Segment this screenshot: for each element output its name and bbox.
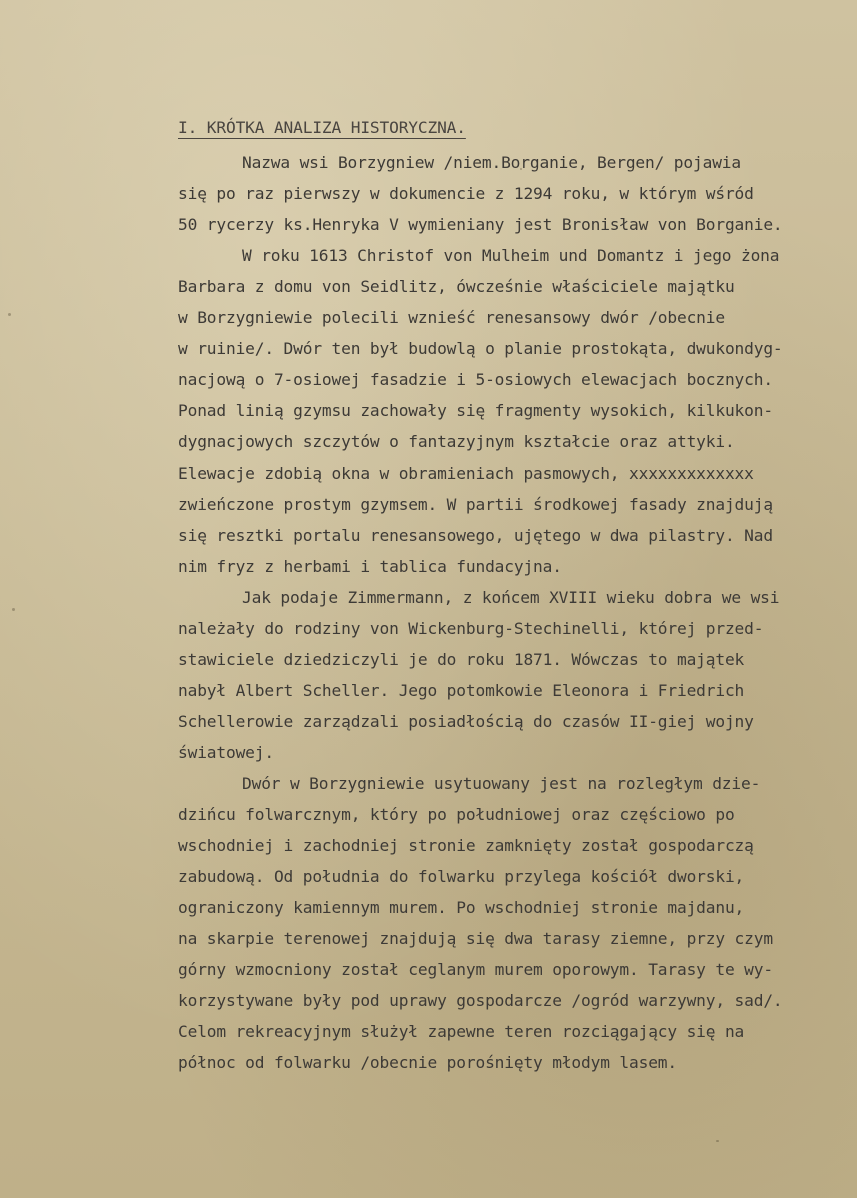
paper-speck (12, 608, 15, 611)
text-line: Nazwa wsi Borzygniew /niem.Borganie, Bergen/ pojawia (242, 153, 741, 173)
text-line: nacjową o 7-osiowej fasadzie i 5-osiowych elewacjach bocznych. (178, 370, 773, 390)
text-line: należały do rodziny von Wickenburg-Stechinelli, której przed- (178, 618, 764, 638)
text-line: stawiciele dziedziczyli je do roku 1871. Wówczas to majątek (178, 649, 745, 669)
text-line: dygnacjowych szczytów o fantazyjnym kształcie oraz attyki. (178, 432, 735, 452)
paragraph (178, 147, 838, 240)
text-line: W roku 1613 Christof von Mulheim und Domantz i jego żona (242, 246, 780, 266)
text-line: na skarpie terenowej znajdują się dwa tarasy ziemne, przy czym (178, 929, 773, 949)
paragraph (178, 768, 838, 1078)
text-line: się resztki portalu renesansowego, ujętego w dwa pilastry. Nad (178, 525, 773, 545)
text-line: Elewacje zdobią okna w obramieniach pasmowych, xxxxxxxxxxxxx (178, 463, 754, 483)
text-line: nim fryz z herbami i tablica fundacyjna. (178, 556, 562, 576)
text-line: wschodniej i zachodniej stronie zamknięty został gospodarczą (178, 836, 754, 856)
text-line: Ponad linią gzymsu zachowały się fragmenty wysokich, kilkukon- (178, 401, 773, 421)
text-line: się po raz pierwszy w dokumencie z 1294 roku, w którym wśród (178, 184, 754, 204)
typed-text (178, 112, 838, 1078)
text-line: Schellerowie zarządzali posiadłością do czasów II-giej wojny (178, 711, 754, 731)
text-line: zabudową. Od południa do folwarku przylega kościół dworski, (178, 867, 745, 887)
text-line: górny wzmocniony został ceglanym murem oporowym. Tarasy te wy- (178, 960, 773, 980)
text-line: w Borzygniewie polecili wznieść renesansowy dwór /obecnie (178, 308, 725, 328)
text-line: Dwór w Borzygniewie usytuowany jest na rozległym dzie- (242, 773, 761, 793)
text-line: dzińcu folwarcznym, który po południowej oraz częściowo po (178, 805, 735, 825)
paper-speck (716, 1140, 719, 1142)
text-line: nabył Albert Scheller. Jego potomkowie Eleonora i Friedrich (178, 680, 745, 700)
paragraph (178, 240, 838, 582)
paper-speck (8, 313, 11, 316)
text-line: światowej. (178, 742, 274, 762)
text-line: ograniczony kamiennym murem. Po wschodniej stronie majdanu, (178, 898, 745, 918)
text-line: Celom rekreacyjnym służył zapewne teren rozciągający się na (178, 1022, 745, 1042)
section-heading: I. KRÓTKA ANALIZA HISTORYCZNA. (178, 118, 466, 137)
text-line: 50 rycerzy ks.Henryka V wymieniany jest Bronisław von Borganie. (178, 215, 783, 235)
text-line: w ruinie/. Dwór ten był budowlą o planie prostokąta, dwukondyg- (178, 339, 783, 359)
text-line: Barbara z domu von Seidlitz, ówcześnie właściciele majątku (178, 277, 735, 297)
text-line: północ od folwarku /obecnie porośnięty młodym lasem. (178, 1053, 677, 1073)
paragraph (178, 582, 838, 768)
text-line: korzystywane były pod uprawy gospodarcze /ogród warzywny, sad/. (178, 991, 783, 1011)
text-line: zwieńczone prostym gzymsem. W partii środkowej fasady znajdują (178, 494, 773, 514)
text-line: Jak podaje Zimmermann, z końcem XVIII wieku dobra we wsi (242, 587, 780, 607)
